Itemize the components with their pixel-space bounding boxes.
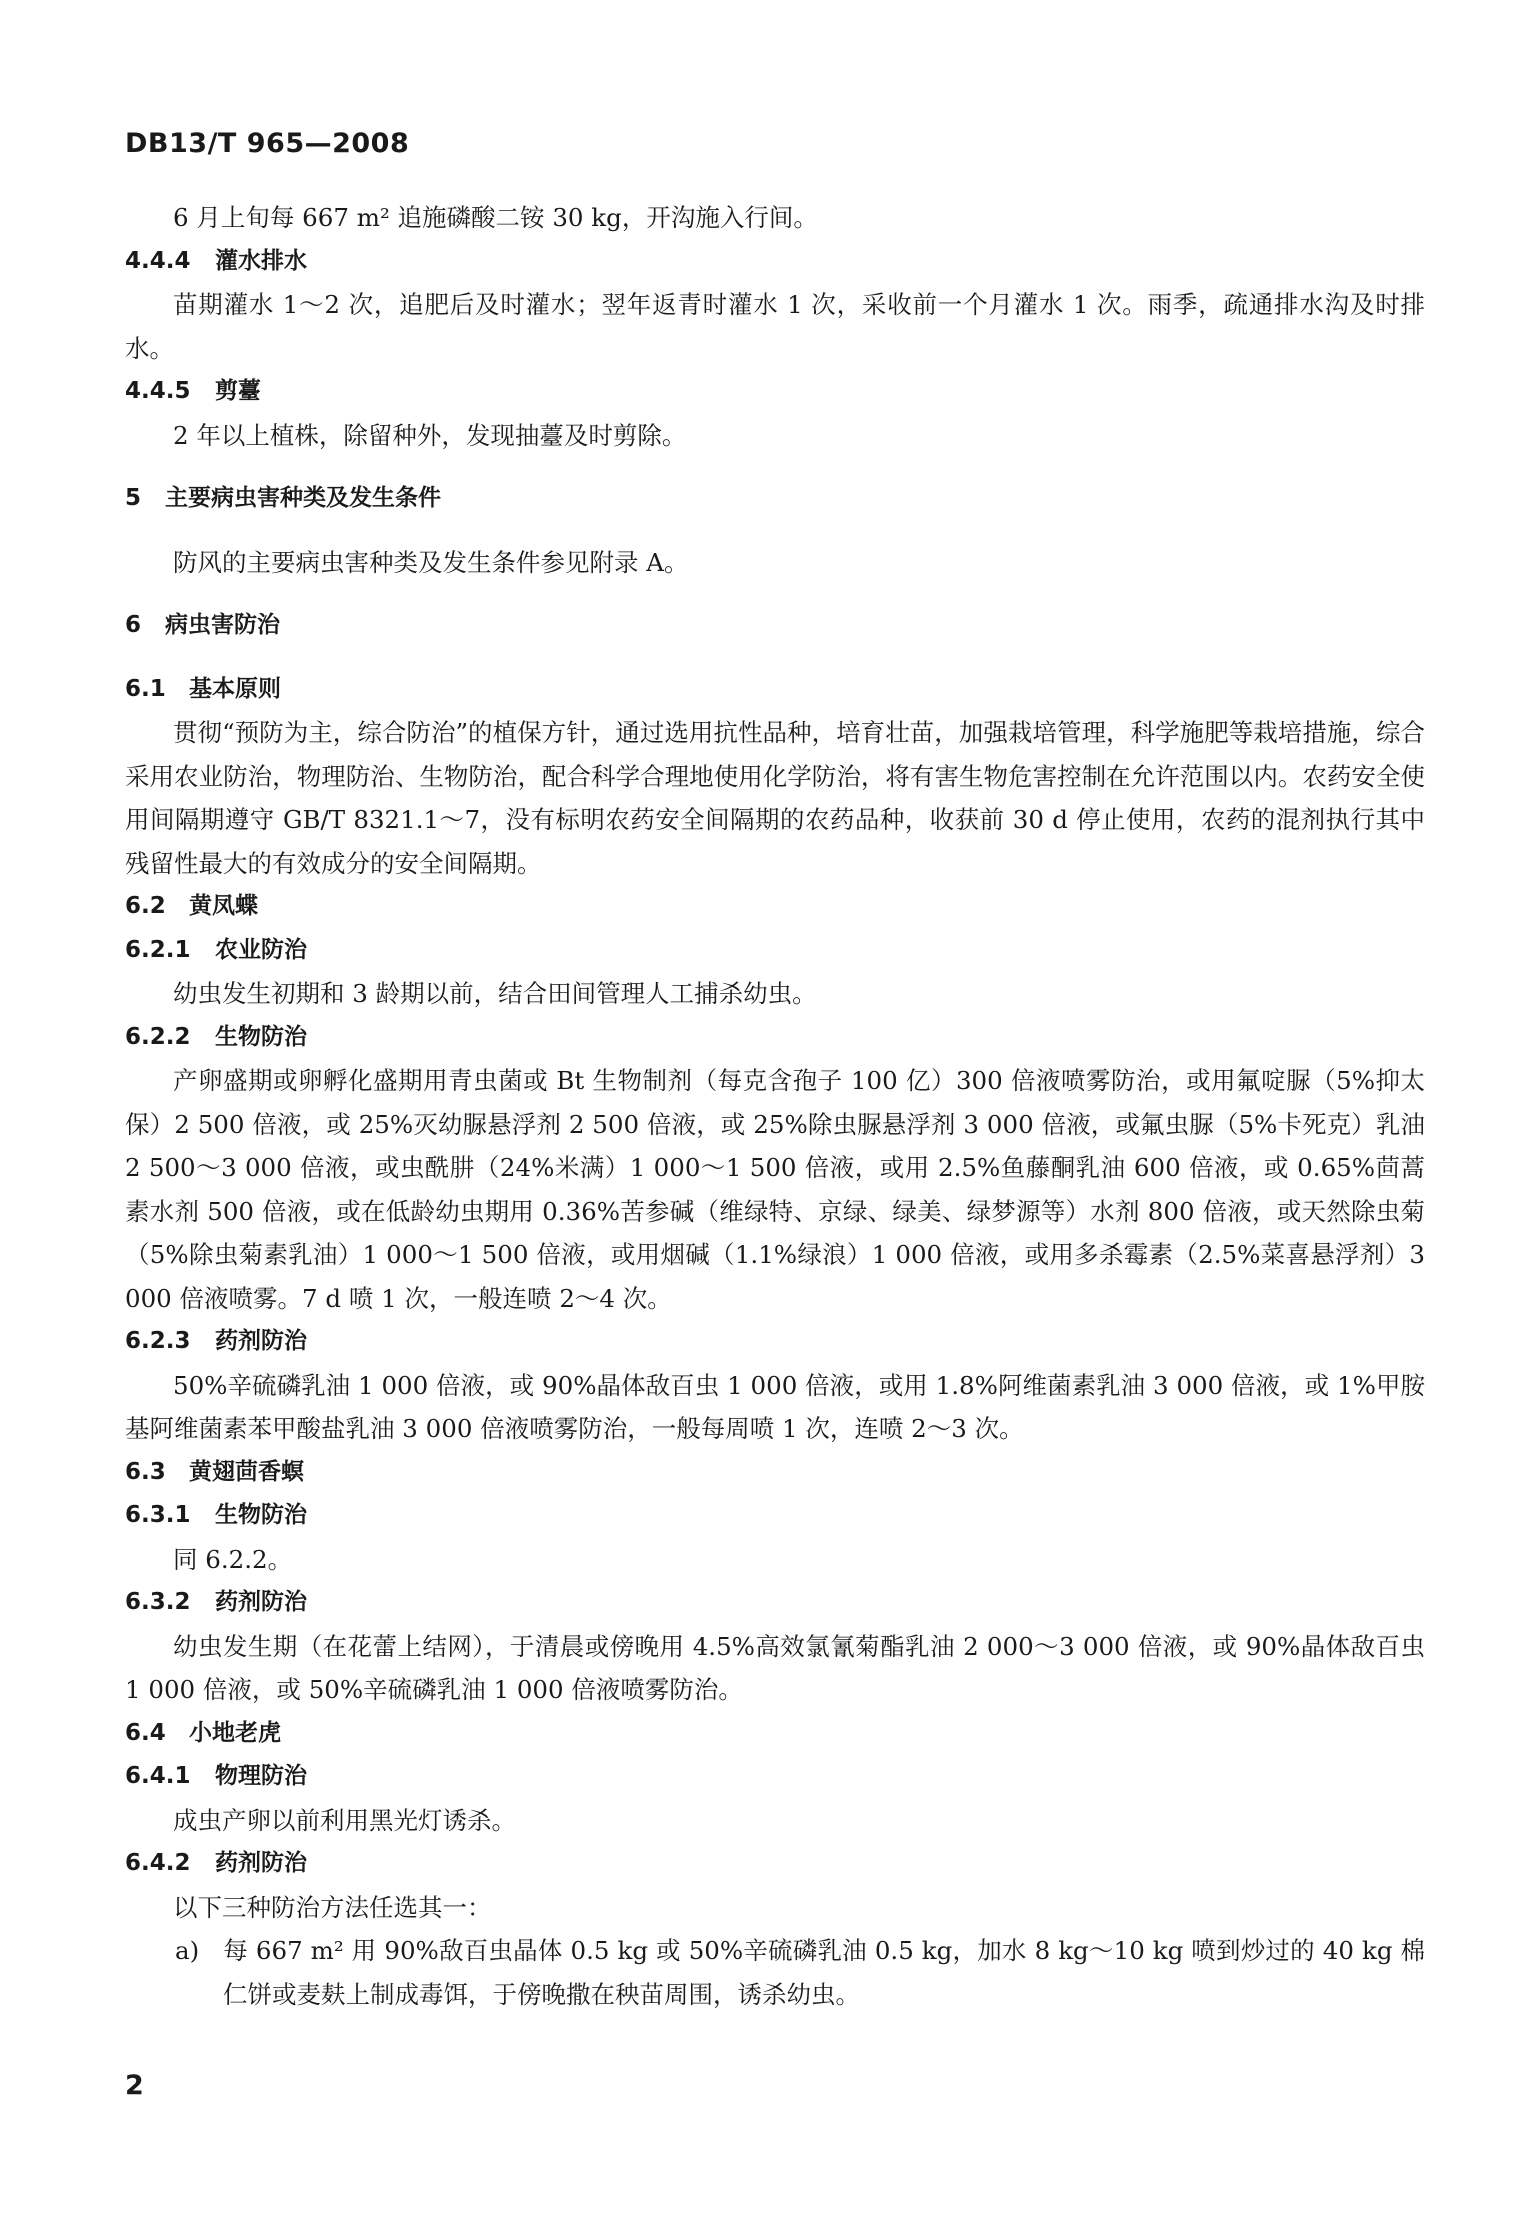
standard-number: DB13/T 965—2008 xyxy=(125,128,410,159)
paragraph: 6 月上旬每 667 m² 追施磷酸二铵 30 kg，开沟施入行间。 xyxy=(173,203,818,232)
section-heading xyxy=(125,370,1425,414)
paragraph: 贯彻“预防为主，综合防治”的植保方针，通过选用抗性品种，培育壮苗，加强栽培管理，科学施肥等栽培措施，综合采用农业防治，物理防治、生物防治，配合科学合理地使用化学防治，将有害生物危害控制在允许范围以内。农药安全使用间隔期遵守 GB/T 8321.1～7，没有标明农药安全间隔期的农药品种，收获前 30 d 停止使用，农药的混剂执行其中残留性最大的有效成分的安全间隔期。 xyxy=(125,718,1425,878)
section-title: 主要病虫害种类及发生条件 xyxy=(165,485,441,511)
section-title: 小地老虎 xyxy=(189,1719,281,1746)
section-title: 黄凤蝶 xyxy=(189,893,258,919)
section-heading xyxy=(125,668,1425,712)
page-number: 2 xyxy=(125,2070,144,2101)
section-title: 灌水排水 xyxy=(215,247,307,274)
paragraph: 产卵盛期或卵孵化盛期用青虫菌或 Bt 生物制剂（每克含孢子 100 亿）300 倍液喷雾防治，或用氟啶脲（5%抑太保）2 500 倍液，或 25%灭幼脲悬浮剂 2 500 倍液，或 25%除虫脲悬浮剂 3 000 倍液，或氟虫脲（5%卡死克）乳油 2 500～3 000 倍液，或虫酰肼（24%米满）1 000～1 500 倍液，或用 2.5%鱼藤酮乳油 600 倍液，或 0.65%茴蒿素水剂 500 倍液，或在低龄幼虫期用 0.36%苦参碱（维绿特、京绿、绿美、绿梦源等）水剂 800 倍液，或天然除虫菊（5%除虫菊素乳油）1 000～1 500 倍液，或用烟碱（1.1%绿浪）1 000 倍液，或用多杀霉素（2.5%菜喜悬浮剂）3 000 倍液喷雾。7 d 喷 1 次，一般连喷 2～4 次。 xyxy=(125,1066,1425,1313)
section-heading xyxy=(125,1320,1425,1364)
section-title: 病虫害防治 xyxy=(165,612,280,638)
section-number: 6.2 xyxy=(125,893,166,919)
section-heading xyxy=(125,1755,1425,1799)
section-title: 黄翅茴香螟 xyxy=(189,1458,304,1485)
section-number: 6.2.3 xyxy=(125,1328,191,1354)
paragraph: 同 6.2.2。 xyxy=(173,1544,293,1574)
section-heading xyxy=(125,929,1425,973)
paragraph: 以下三种防治方法任选其一： xyxy=(173,1892,492,1922)
document-header xyxy=(125,128,409,159)
paragraph: 成虫产卵以前利用黑光灯诱杀。 xyxy=(173,1805,516,1835)
section-heading xyxy=(125,1016,1425,1060)
section-number: 6.3.2 xyxy=(125,1589,191,1615)
section-heading xyxy=(125,885,1425,929)
section-heading xyxy=(125,604,1425,648)
section-number: 5 xyxy=(125,485,142,511)
paragraph: 50%辛硫磷乳油 1 000 倍液，或 90%晶体敌百虫 1 000 倍液，或用 1.8%阿维菌素乳油 3 000 倍液，或 1%甲胺基阿维菌素苯甲酸盐乳油 3 000 倍液喷雾防治，一般每周喷 1 次，连喷 2～3 次。 xyxy=(125,1370,1425,1443)
section-heading xyxy=(125,1494,1425,1538)
section-title: 药剂防治 xyxy=(215,1589,307,1615)
section-title: 物理防治 xyxy=(215,1763,307,1789)
paragraph: 防风的主要病虫害种类及发生条件参见附录 A。 xyxy=(173,547,689,577)
section-heading xyxy=(125,240,1425,284)
section-number: 6.2.1 xyxy=(125,936,191,963)
section-title: 农业防治 xyxy=(215,936,307,963)
section-number: 6.3.1 xyxy=(125,1502,191,1528)
section-number: 6.1 xyxy=(125,675,166,702)
section-number: 6.3 xyxy=(125,1458,166,1485)
section-title: 药剂防治 xyxy=(215,1328,307,1354)
paragraph: 幼虫发生初期和 3 龄期以前，结合田间管理人工捕杀幼虫。 xyxy=(173,979,817,1008)
section-title: 生物防治 xyxy=(215,1023,307,1050)
section-number: 6.2.2 xyxy=(125,1023,191,1050)
section-number: 6 xyxy=(125,612,142,638)
document-body xyxy=(125,196,1425,2016)
list-item-text: 每 667 m² 用 90%敌百虫晶体 0.5 kg 或 50%辛硫磷乳油 0.5 kg，加水 8 kg～10 kg 喷到炒过的 40 kg 棉仁饼或麦麸上制成毒饵，于傍晚撒在秧苗周围，诱杀幼虫。 xyxy=(223,1936,1425,2009)
section-heading xyxy=(125,477,1425,521)
section-heading xyxy=(125,1712,1425,1756)
section-number: 6.4 xyxy=(125,1719,166,1746)
section-number: 6.4.1 xyxy=(125,1763,191,1789)
section-number: 6.4.2 xyxy=(125,1850,191,1876)
list-item-label: a) xyxy=(175,1936,200,1965)
section-number: 4.4.4 xyxy=(125,247,191,274)
list-item xyxy=(125,1929,1425,2016)
paragraph: 幼虫发生期（在花蕾上结网），于清晨或傍晚用 4.5%高效氯氰菊酯乳油 2 000～3 000 倍液，或 90%晶体敌百虫 1 000 倍液，或 50%辛硫磷乳油 1 000 倍液喷雾防治。 xyxy=(125,1631,1425,1704)
paragraph: 苗期灌水 1～2 次，追肥后及时灌水；翌年返青时灌水 1 次，采收前一个月灌水 1 次。雨季，疏通排水沟及时排水。 xyxy=(125,290,1425,363)
section-title: 药剂防治 xyxy=(215,1850,307,1876)
section-heading xyxy=(125,1581,1425,1625)
section-title: 生物防治 xyxy=(215,1502,307,1528)
section-heading xyxy=(125,1842,1425,1886)
section-number: 4.4.5 xyxy=(125,378,191,404)
section-heading xyxy=(125,1451,1425,1495)
paragraph: 2 年以上植株，除留种外，发现抽薹及时剪除。 xyxy=(173,420,687,450)
section-title: 剪薹 xyxy=(215,378,261,404)
section-title: 基本原则 xyxy=(189,675,281,702)
